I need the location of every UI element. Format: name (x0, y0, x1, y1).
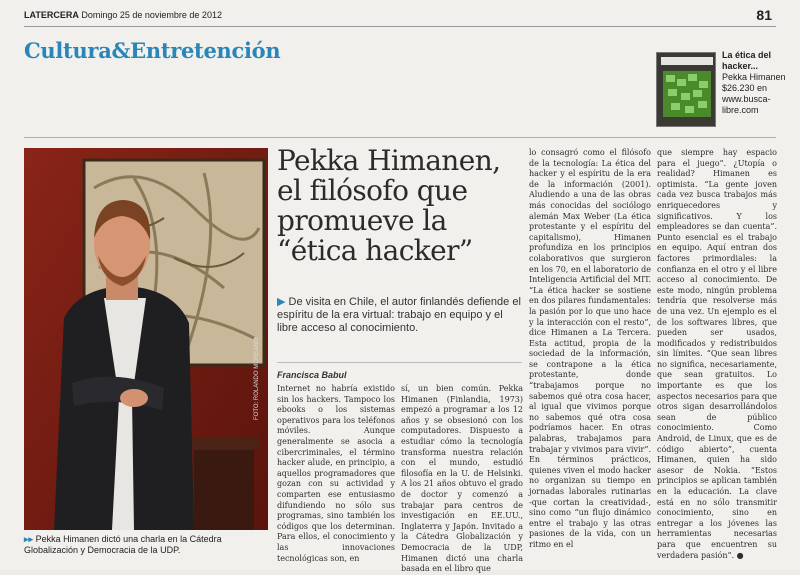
section-title: Cultura&Entretención (24, 38, 281, 63)
section-divider (24, 137, 776, 138)
photo-caption (24, 534, 274, 556)
book-price: $26.230 en www.busca-libre.com (722, 83, 771, 115)
byline: Francisca Babul (277, 370, 347, 380)
deck-text: De visita en Chile, el autor finlandés defiende el espíritu de la era virtual: trabajo en equipo y el libre acceso al conocimiento. (277, 296, 521, 334)
body-column-4 (657, 148, 777, 564)
article-deck (277, 296, 522, 335)
body-text: que siempre hay espacio para el juego”. ¿Utopía o realidad? Himanen es optimista. “La gente joven cada vez busca trabajos más enriquecedores y significativos. Y los empleadores se dan cuenta”. Punto esencial es el trabajo en equipo. Aquí entran dos factores primordiales: la confianza en el otro y el libre acceso al conocimiento. De este modo, ningún problema tendría que resolverse más de una vez. Un ejemplo es el de los softwares libres, que pueden ser usados, modificados y redistribuidos sin límites. “Que sean libres no significa, necesariamente, que sean gratuitos. Lo importante es que los aspectos necesarios para que otros sigan desarrollándolos sean de público conocimiento. Como Android, de Linux, que es de código abierto”, cuenta Himanen, quien ha sido asesor de Nokia. “Estos principios se aplican también en la educación. La clave está en no sólo transmitir conocimiento, sino en entregar a los jóvenes las herramientas necesarias para que encuentren su verdadera pasión”. ● (657, 148, 777, 560)
portrait-photo (24, 148, 268, 530)
masthead (24, 10, 222, 20)
article-headline: Pekka Himanen, el filósofo que promueve la “ética hacker” (277, 144, 501, 267)
body-column-2 (401, 384, 523, 574)
deck-arrow-icon: ▶ (277, 296, 286, 308)
book-author: Pekka Himanen (722, 72, 786, 82)
page-number: 81 (756, 7, 772, 23)
photo-credit: FOTO: ROLANDO MOREANO (254, 337, 260, 420)
body-column-3 (529, 148, 651, 564)
body-text: Internet no habría existido sin los hackers. Tampoco los ebooks o los sistemas operativos para los teléfonos móviles. Aunque generalmente se asocia a cibercriminales, el término hacker alude, en principio, a aquellos programadores que gozan con su actividad y comparten ese entusiasmo difundiendo no sólo sus programas, sino también los códigos que los determinan. Para ellos, el conocimiento y las innovaciones tecnológicas son, en (277, 384, 395, 563)
caption-arrow-icon: ▸▸ (24, 534, 34, 544)
book-cover-image (656, 52, 716, 127)
paper-name: LATERCERA (24, 10, 79, 20)
body-text: lo consagró como el filósofo de la tecnología: La ética del hacker y el espíritu de la era de la información (2001). Aludiendo a una de las obras más conocidas del sociólogo alemán Max Weber (La ética protestante y el espíritu del capitalismo), Himanen profundiza en los principios colaborativos que surgieron en los 70, en el laboratorio de Inteligencia Artificial del MIT. “La ética hacker se sostiene en dos pilares fundamentales: la pasión por lo que uno hace y la interacción con el resto”, dice Himanen a La Tercera. Esta actitud, propia de la sociedad de la información, se contrapone a la ética protestante, donde “trabajamos porque no sabemos qué otra cosa hacer, al igual que vivimos porque no sabemos qué otra cosa podríamos hacer. En otras palabras, trabajamos para trabajar y vivimos para vivir”. En términos prácticos, quienes viven el modo hacker no organizan su tiempo en jornadas laborales rutinarias -que cortan la creatividad-, sino como “un flujo dinámico entre el trabajo y las otras pasiones de la vida, con un ritmo en el (529, 148, 651, 549)
body-text: sí, un bien común. Pekka Himanen (Finlandia, 1973) empezó a programar a los 12 años y se obsesionó con los computadores. Dispuesto a estudiar cómo la tecnología transforma nuestra relación con el mundo, estudió filosofía en la U. de Helsinki. A los 21 años obtuvo el grado de doctor y comenzó a trabajar para centros de investigación en EE.UU., Inglaterra y Japón. Invitado a la Cátedra Globalización y Democracia de la UDP, Himanen dictó una charla basada en el libro que (401, 384, 523, 574)
deck-divider (277, 362, 522, 363)
top-divider (24, 26, 776, 27)
portrait-illustration (24, 148, 268, 530)
book-promo (722, 50, 796, 116)
issue-date: Domingo 25 de noviembre de 2012 (81, 10, 222, 20)
body-column-1 (277, 384, 395, 566)
book-title: La ética del hacker... (722, 50, 772, 71)
caption-text: Pekka Himanen dictó una charla en la Cátedra Globalización y Democracia de la UDP. (24, 534, 222, 555)
